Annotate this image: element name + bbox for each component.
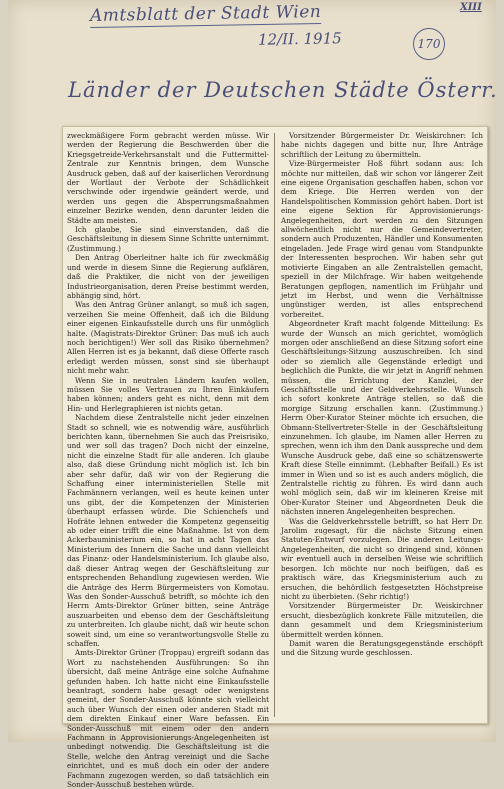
paragraph: Damit waren die Beratungsgegenstände erschöpft und die Sitzung wurde geschlossen. bbox=[281, 638, 483, 658]
handwritten-title: Länder der Deutschen Städte Österr. bbox=[68, 78, 498, 102]
left-column bbox=[67, 131, 269, 789]
handwritten-number: XIII bbox=[460, 2, 482, 13]
circled-page-number: 170 bbox=[413, 28, 445, 60]
paragraph: Abgeordneter Kraft macht folgende Mitteilung: Es wurde der Wunsch an mich gerichtet, womöglich morgen oder anschließend an diese Sitzung sofort eine Geschäftsleitungs-Sitzung auszuschreiben. Ich sind oder so ziemlich alle Gegenstände erledigt und beglichlich die Punkte, die wir jetzt in Angriff nehmen müssen, die Errichtung der Kanzlei, der Geschäftsstelle und der Geldverkehrsstelle. Wunsch ich sofort konkrete Anträge stellen, so daß die morgige Sitzung erschallen kann. (Zustimmung.) Herrn Ober-Kurator Steiner möchte ich ersuchen, die Obmann-Stellvertreter-Stelle in der Geschäftsleitung einzunehmen. Ich glaube, im Namen aller Herren zu sprechen, wenn ich ihm den Dank ausspreche und dem Wunsche Ausdruck gebe, daß eine so schätzenswerte Kraft diese Stelle einnimmt. (Lebhafter Beifall.) Es ist immer in Wien und so ist es auch anders möglich, die Zentralstelle richtig zu führen. Es wird dann auch wohl möglich sein, daß wir im kleineren Kreise mit Ober-Kurator Steiner und Abgeordneten Deuk die nächsten inneren Angelegenheiten besprechen. bbox=[281, 319, 483, 517]
paragraph: Was den Antrag Grüner anlangt, so muß ich sagen, verzeihen Sie meine Offenheit, daß ich die Bildung einer eigenen Einkaufsstelle durch uns für unmöglich halte. (Magistrats-Direktor Grüner: Das muß ich auch noch berichtigen!) Wer soll das Risiko übernehmen? Allen Herren ist es ja bekannt, daß diese Offerte rasch erledigt werden müssen, sonst sind sie überhaupt nicht mehr wahr. bbox=[67, 300, 269, 376]
paragraph: Ich glaube, Sie sind einverstanden, daß die Geschäftsleitung in diesem Sinne Schritte unternimmt. (Zustimmung.) bbox=[67, 225, 269, 253]
paragraph: Nachdem diese Zentralstelle nicht jeder einzelnen Stadt so schnell, wie es notwendig wäre, ausführlich berichten kann, übernehmen Sie auch das Preisrisiko, und wer soll das tragen? Doch nicht der einzelne, nicht die einzelne Stadt für alle anderen. Ich glaube also, daß diese Gründung nicht möglich ist. Ich bin aber sehr dafür, daß wir von der Regierung die Schaffung einer interministeriellen Stelle mit Fachmännern verlangen, weil es heute keinen unter uns gibt, der die Kompetenzen der Ministerien überhaupt erfassen würde. Die Schienchefs und Hofräte lehnen entweder die Kompetenz gegenseitig ab oder einer trifft die eine Maßnahme. Ist von dem Ackerbauministerium ein, so hat in acht Tagen das Ministerium des Innern die Sache und dann vielleicht das Finanz- oder Handelsministerium. Ich glaube also, daß dieser Antrag wegen der Geschäftsleitung zur entsprechenden Behandlung zugewiesen werden. Wie die Anträge des Herrn Bürgermeisters von Komotau. Was den Sonder-Ausschuß betrifft, so möchte ich den Herrn Amts-Direktor Grüner bitten, seine Anträge auszuarbeiten und ebenso dem der Geschäftsleitung zu unterbreiten. Ich glaube nicht, daß wir heute schon soweit sind, um eine so verantwortungsvolle Stelle zu schaffen. bbox=[67, 413, 269, 648]
paragraph: Vize-Bürgermeister Hoß führt sodann aus: Ich möchte nur mitteilen, daß wir schon vor längerer Zeit eine eigene Organisation geschaffen haben, schon vor dem Kriege. Die Herren werden von der Handelspolitischen Kommission gehört haben. Dort ist eine eigene Sektion für Approvisionierungs-Angelegenheiten, dort werden zu den Sitzungen allwöchentlich nicht nur die Gemeindevertreter, sondern auch Produzenten, Händler und Konsumenten eingeladen. Jede Frage wird genau vom Standpunkte der Interessenten besprochen. Wir haben sehr gut motivierte Eingaben an alle Zentralstellen gemacht, speziell in der Milchfrage. Wir haben weitgehende Beratungen gepflogen, namentlich im Frühjahr und jetzt im Herbst, und wenn die Verhältnisse ungünstiger werden, ist alles entsprechend vorbereitet. bbox=[281, 159, 483, 319]
right-column bbox=[281, 131, 483, 658]
column-divider bbox=[274, 133, 275, 717]
handwritten-date: 12/II. 1915 bbox=[257, 29, 342, 49]
newspaper-clipping bbox=[62, 126, 488, 789]
paragraph: Amts-Direktor Grüner (Troppau) ergreift sodann das Wort zu nachstehenden Ausführungen: So ihn übersicht, daß meine Anträge eine solche Aufnahme gefunden haben. Ich hatte nicht eine Einkaufsstelle beantragt, sondern habe gesagt oder wenigstens gemeint, der Sonder-Ausschuß könnte sich vielleicht auch über Wunsch der einen oder anderen Stadt mit dem direkten Einkauf einer Ware befassen. Ein Sonder-Ausschuß mit einem oder den andern Fachmann in Approvisionierungs-Angelegenheiten ist unbedingt notwendig. Die Geschäftsleitung ist die Stelle, welche den Antrag vereinigt und die Sache einrichtet, und es muß doch ein oder der andere Fachmann zugezogen werden, so daß tatsächlich ein Sonder-Ausschuß bestehen würde. bbox=[67, 648, 269, 789]
paragraph: zweckmäßigere Form gebracht werden müsse. Wir werden der Regierung die Beschwerden über die Kriegsgetreide-Verkehrsanstalt und die Futtermittel-Zentrale zur Kenntnis bringen, dem Wunsche Ausdruck geben, daß auf der kaiserlichen Verordnung der Wortlaut der Verbote der Schädlichkeit verschwinde oder irgendwie geändert werde, und werden uns gegen die Absperrungsmaßnahmen einzelner Bezirke wenden, denn darunter leiden die Städte am meisten. bbox=[67, 131, 269, 225]
paragraph: Wenn Sie in neutralen Ländern kaufen wollen, müssen Sie volles Vertrauen zu Ihren Einkäufern haben können; anders geht es nicht, denn mit dem Hin- und Herlegraphieren ist nichts getan. bbox=[67, 375, 269, 413]
paragraph: Was die Geldverkehrsstelle betrifft, so hat Herr Dr. Jarolim zugesagt, für die nächste Sitzung einen Statuten-Entwurf vorzulegen. Die anderen Leitungs-Angelegenheiten, die nicht so dringend sind, können wir eventuell auch in derselben Weise wie schriftlich besorgen. Ich möchte nur noch beifügen, daß es praktisch wäre, das Kriegsministerium auch zu ersuchen, die behördlich festgesetzten Höchstpreise nicht zu überbieten. (Sehr richtig!) bbox=[281, 516, 483, 601]
handwritten-header: Amtsblatt der Stadt Wien bbox=[89, 1, 322, 27]
paragraph: Vorsitzender Bürgermeister Dr. Weiskirchner: Ich habe nichts dagegen und bitte nur, Ihre Anträge schriftlich der Leitung zu übermitteln. bbox=[281, 131, 483, 159]
paragraph: Vorsitzender Bürgermeister Dr. Weiskirchner ersucht, diesbezüglich konkrete Fälle mitzuteilen, die dann gesammelt und dem Kriegsministerium übermittelt werden können. bbox=[281, 601, 483, 639]
archive-sheet bbox=[8, 0, 498, 789]
paragraph: Den Antrag Oberleitner halte ich für zweckmäßig und werde in diesem Sinne die Regierung aufklären, daß die Praktiker, die nicht von der jeweiligen Industrieorganisation, deren Preise bestimmt werden, abhängig sind, hört. bbox=[67, 253, 269, 300]
